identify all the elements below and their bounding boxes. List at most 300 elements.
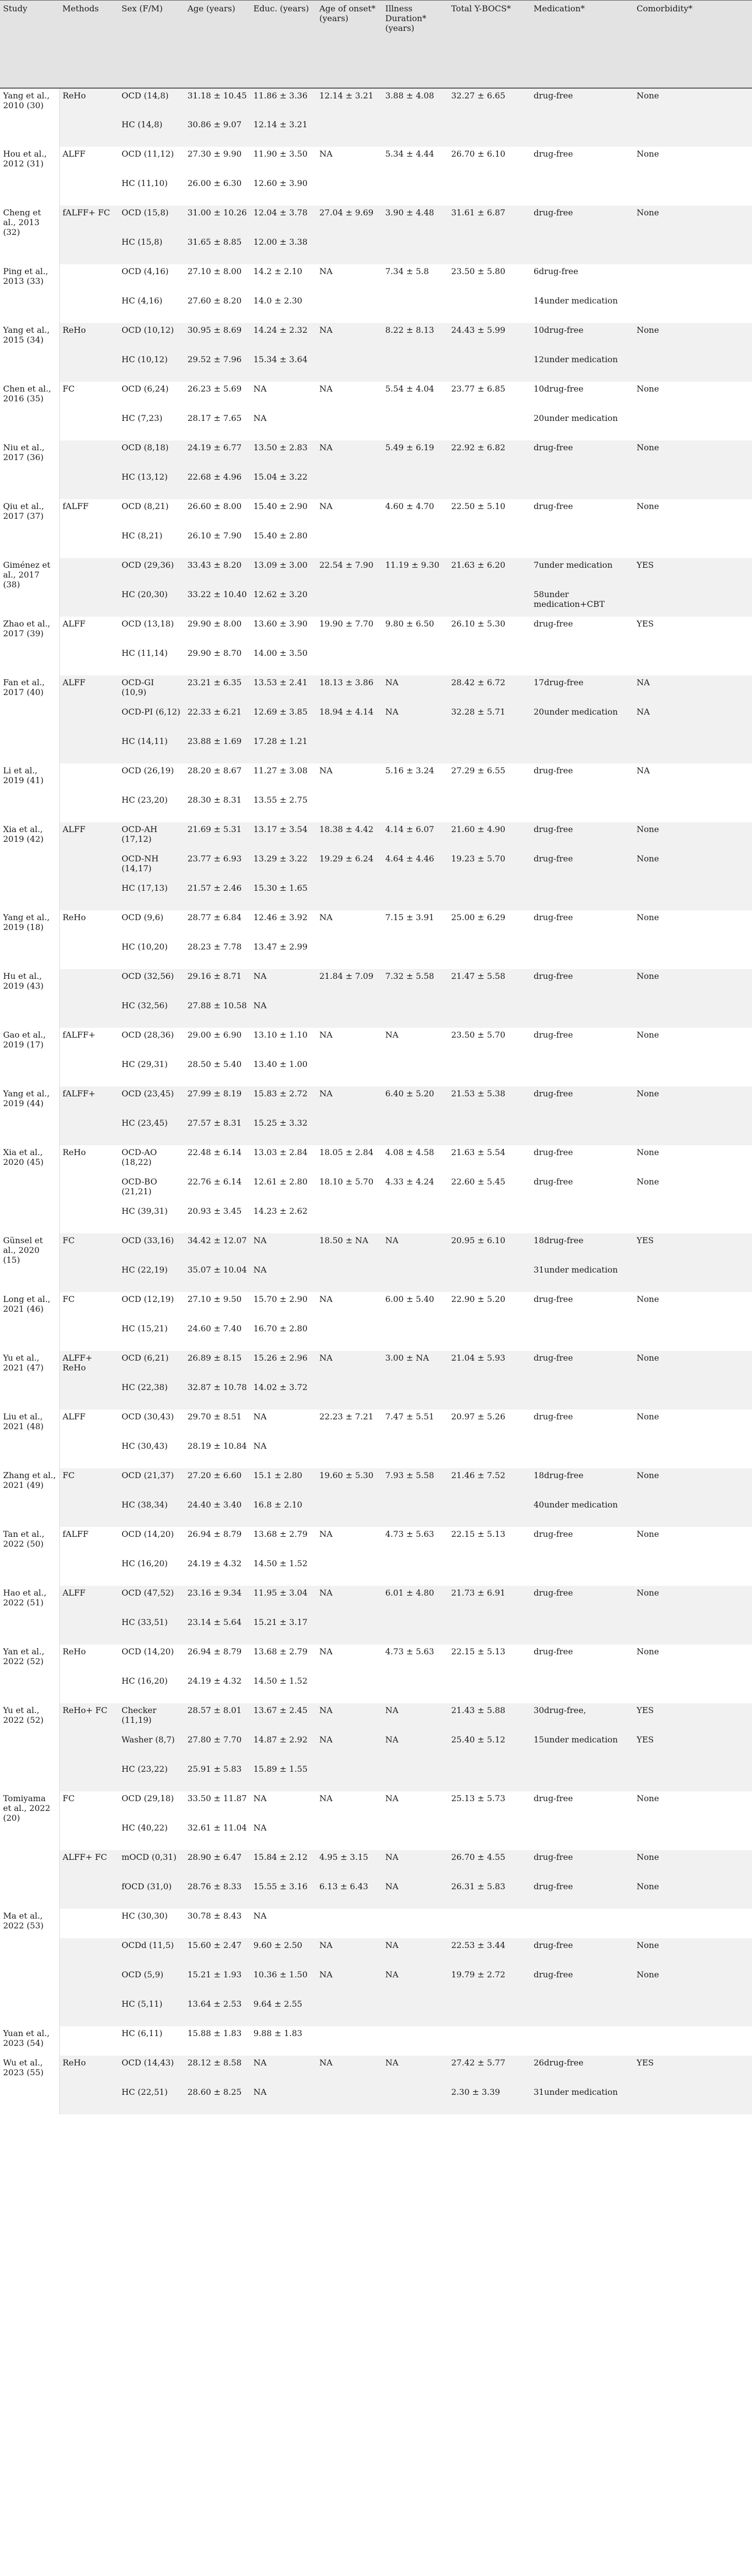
study-cell: Cheng et al., 2013 (32) (0, 206, 59, 264)
educ-cell: 13.53 ± 2.41 (250, 675, 316, 705)
sex-cell: OCD-PI (6,12) (118, 705, 184, 734)
ybocs-cell (448, 881, 531, 910)
table-row (0, 499, 752, 529)
table-row (0, 1292, 752, 1321)
med-cell (531, 1674, 634, 1703)
com-cell: YES (634, 617, 752, 646)
study-cell: Hu et al., 2019 (43) (0, 969, 59, 1028)
com-cell (634, 1116, 752, 1145)
com-cell (634, 294, 752, 323)
age-cell: 28.12 ± 8.58 (184, 2056, 250, 2085)
study-cell: Yuan et al., 2023 (54) (0, 2026, 59, 2056)
com-cell: None (634, 1292, 752, 1321)
dur-cell: 3.90 ± 4.48 (382, 206, 448, 235)
table-row (0, 1410, 752, 1439)
age-cell: 15.60 ± 2.47 (184, 1938, 250, 1968)
dur-cell (382, 998, 448, 1028)
med-cell (531, 1321, 634, 1351)
sex-cell: OCD (5,9) (118, 1968, 184, 1997)
dur-cell: NA (382, 2056, 448, 2085)
age-cell: 28.20 ± 8.67 (184, 764, 250, 793)
ybocs-cell (448, 734, 531, 764)
column-header: Illness Duration* (years) (382, 1, 448, 88)
table-row (0, 264, 752, 294)
sex-cell: Washer (8,7) (118, 1733, 184, 1762)
ybocs-cell (448, 1674, 531, 1703)
dur-cell (382, 881, 448, 910)
com-cell (634, 1263, 752, 1292)
med-cell: drug-free (531, 440, 634, 470)
dur-cell: 7.15 ± 3.91 (382, 910, 448, 940)
com-cell: None (634, 147, 752, 176)
educ-cell: 11.86 ± 3.36 (250, 88, 316, 117)
table-row (0, 1586, 752, 1615)
sex-cell: HC (20,30) (118, 587, 184, 617)
com-cell (634, 411, 752, 440)
sex-cell: OCD (13,18) (118, 617, 184, 646)
dur-cell: 6.40 ± 5.20 (382, 1087, 448, 1116)
onset-cell (316, 734, 382, 764)
age-cell: 34.42 ± 12.07 (184, 1233, 250, 1263)
dur-cell: NA (382, 1968, 448, 1997)
educ-cell: 15.21 ± 3.17 (250, 1615, 316, 1645)
med-cell (531, 734, 634, 764)
ybocs-cell: 27.42 ± 5.77 (448, 2056, 531, 2085)
ybocs-cell (448, 176, 531, 206)
educ-cell: 13.67 ± 2.45 (250, 1703, 316, 1733)
educ-cell: NA (250, 2056, 316, 2085)
educ-cell: 13.47 ± 2.99 (250, 940, 316, 969)
com-cell (634, 1762, 752, 1791)
com-cell (634, 793, 752, 822)
dur-cell: 4.33 ± 4.24 (382, 1175, 448, 1204)
sex-cell: OCD-BO (21,21) (118, 1175, 184, 1204)
study-cell: Long et al., 2021 (46) (0, 1292, 59, 1351)
onset-cell (316, 940, 382, 969)
dur-cell (382, 646, 448, 675)
med-cell (531, 940, 634, 969)
onset-cell: NA (316, 1703, 382, 1733)
dur-cell: 4.14 ± 6.07 (382, 822, 448, 852)
com-cell: None (634, 822, 752, 852)
med-cell: drug-free (531, 1938, 634, 1968)
sex-cell: OCD (14,43) (118, 2056, 184, 2085)
onset-cell (316, 1204, 382, 1233)
educ-cell: 11.27 ± 3.08 (250, 764, 316, 793)
med-cell: 40under medication (531, 1498, 634, 1527)
sex-cell: OCD (14,20) (118, 1527, 184, 1556)
sex-cell: HC (17,13) (118, 881, 184, 910)
med-cell: 12under medication (531, 352, 634, 382)
age-cell: 24.19 ± 4.32 (184, 1674, 250, 1703)
sex-cell: OCD (10,12) (118, 323, 184, 352)
educ-cell: 12.61 ± 2.80 (250, 1175, 316, 1204)
study-cell: Tomiyama et al., 2022 (20) (0, 1791, 59, 1850)
dur-cell: NA (382, 1850, 448, 1879)
age-cell: 22.76 ± 6.14 (184, 1175, 250, 1204)
med-cell: drug-free (531, 1351, 634, 1380)
ybocs-cell (448, 1909, 531, 1938)
onset-cell: 18.50 ± NA (316, 1233, 382, 1263)
age-cell: 32.87 ± 10.78 (184, 1380, 250, 1410)
educ-cell: NA (250, 1439, 316, 1468)
ybocs-cell (448, 1380, 531, 1410)
dur-cell (382, 1762, 448, 1791)
age-cell: 29.52 ± 7.96 (184, 352, 250, 382)
educ-cell: NA (250, 411, 316, 440)
dur-cell (382, 352, 448, 382)
study-cell: Zhang et al., 2021 (49) (0, 1468, 59, 1527)
age-cell: 21.57 ± 2.46 (184, 881, 250, 910)
age-cell: 26.94 ± 8.79 (184, 1645, 250, 1674)
med-cell: 58under medication+CBT (531, 587, 634, 617)
com-cell (634, 117, 752, 147)
age-cell: 26.94 ± 8.79 (184, 1527, 250, 1556)
dur-cell (382, 1057, 448, 1087)
onset-cell: NA (316, 1733, 382, 1762)
column-header: Age of onset* (years) (316, 1, 382, 88)
sex-cell: OCD (28,36) (118, 1028, 184, 1057)
table-row (0, 1087, 752, 1116)
educ-cell: NA (250, 1233, 316, 1263)
column-header: Total Y-BOCS* (448, 1, 531, 88)
ybocs-cell (448, 352, 531, 382)
study-cell: Yang et al., 2015 (34) (0, 323, 59, 382)
com-cell: None (634, 969, 752, 998)
onset-cell (316, 176, 382, 206)
onset-cell (316, 998, 382, 1028)
onset-cell: NA (316, 1028, 382, 1057)
sex-cell: OCD (9,6) (118, 910, 184, 940)
com-cell: None (634, 1468, 752, 1498)
onset-cell: 27.04 ± 9.69 (316, 206, 382, 235)
com-cell: NA (634, 764, 752, 793)
onset-cell (316, 117, 382, 147)
table-row (0, 1028, 752, 1057)
med-cell (531, 235, 634, 264)
dur-cell: 5.16 ± 3.24 (382, 764, 448, 793)
com-cell: None (634, 1645, 752, 1674)
med-cell: 10drug-free (531, 382, 634, 411)
dur-cell: 9.80 ± 6.50 (382, 617, 448, 646)
age-cell: 28.57 ± 8.01 (184, 1703, 250, 1733)
com-cell (634, 1615, 752, 1645)
age-cell: 29.00 ± 6.90 (184, 1028, 250, 1057)
sex-cell: HC (10,12) (118, 352, 184, 382)
ybocs-cell: 22.60 ± 5.45 (448, 1175, 531, 1204)
dur-cell (382, 1615, 448, 1645)
age-cell: 15.88 ± 1.83 (184, 2026, 250, 2056)
educ-cell: 16.70 ± 2.80 (250, 1321, 316, 1351)
med-cell: drug-free (531, 1410, 634, 1439)
dur-cell (382, 529, 448, 558)
method-cell: fALFF+ (59, 1028, 118, 1087)
study-cell: Yu et al., 2021 (47) (0, 1351, 59, 1410)
com-cell: None (634, 1938, 752, 1968)
sex-cell: HC (23,22) (118, 1762, 184, 1791)
table-row (0, 2056, 752, 2085)
method-cell (59, 1909, 118, 1938)
med-cell (531, 998, 634, 1028)
educ-cell: 12.60 ± 3.90 (250, 176, 316, 206)
com-cell: YES (634, 1233, 752, 1263)
onset-cell (316, 1439, 382, 1468)
med-cell: 18drug-free (531, 1468, 634, 1498)
ybocs-cell: 21.53 ± 5.38 (448, 1087, 531, 1116)
method-cell (59, 558, 118, 617)
onset-cell: 18.13 ± 3.86 (316, 675, 382, 705)
med-cell: drug-free (531, 1791, 634, 1821)
age-cell: 27.88 ± 10.58 (184, 998, 250, 1028)
age-cell: 33.43 ± 8.20 (184, 558, 250, 587)
dur-cell (382, 1674, 448, 1703)
ybocs-cell (448, 117, 531, 147)
sex-cell: HC (22,38) (118, 1380, 184, 1410)
method-cell: ALFF (59, 675, 118, 764)
sex-cell: HC (11,14) (118, 646, 184, 675)
ybocs-cell (448, 587, 531, 617)
educ-cell: 9.60 ± 2.50 (250, 1938, 316, 1968)
educ-cell: 13.29 ± 3.22 (250, 852, 316, 881)
ybocs-cell: 26.10 ± 5.30 (448, 617, 531, 646)
table-row (0, 2026, 752, 2056)
educ-cell: 16.8 ± 2.10 (250, 1498, 316, 1527)
educ-cell: 15.26 ± 2.96 (250, 1351, 316, 1380)
med-cell: drug-free (531, 1645, 634, 1674)
onset-cell (316, 529, 382, 558)
educ-cell: NA (250, 1821, 316, 1850)
method-cell: fALFF+ FC (59, 206, 118, 264)
com-cell: None (634, 440, 752, 470)
sex-cell: OCD-GI (10,9) (118, 675, 184, 705)
sex-cell: OCD-AO (18,22) (118, 1145, 184, 1175)
method-cell: ReHo (59, 1645, 118, 1703)
sex-cell: HC (33,51) (118, 1615, 184, 1645)
med-cell: drug-free (531, 1586, 634, 1615)
age-cell: 26.89 ± 8.15 (184, 1351, 250, 1380)
age-cell: 27.99 ± 8.19 (184, 1087, 250, 1116)
com-cell (634, 529, 752, 558)
com-cell: None (634, 1410, 752, 1439)
study-cell: Wu et al., 2023 (55) (0, 2056, 59, 2114)
sex-cell: HC (32,56) (118, 998, 184, 1028)
com-cell: YES (634, 2056, 752, 2085)
age-cell: 24.40 ± 3.40 (184, 1498, 250, 1527)
method-cell: ReHo (59, 910, 118, 969)
onset-cell: 18.10 ± 5.70 (316, 1175, 382, 1204)
dur-cell: NA (382, 1703, 448, 1733)
study-cell: Giménez et al., 2017 (38) (0, 558, 59, 617)
com-cell (634, 1498, 752, 1527)
med-cell: 7under medication (531, 558, 634, 587)
com-cell (634, 1204, 752, 1233)
med-cell (531, 529, 634, 558)
sex-cell: Checker (11,19) (118, 1703, 184, 1733)
method-cell: ALFF (59, 1410, 118, 1468)
ybocs-cell: 25.00 ± 6.29 (448, 910, 531, 940)
dur-cell (382, 1498, 448, 1527)
age-cell: 26.10 ± 7.90 (184, 529, 250, 558)
onset-cell (316, 470, 382, 499)
med-cell: drug-free (531, 617, 634, 646)
ybocs-cell: 23.77 ± 6.85 (448, 382, 531, 411)
ybocs-cell (448, 235, 531, 264)
sex-cell: HC (23,20) (118, 793, 184, 822)
ybocs-cell (448, 1263, 531, 1292)
dur-cell: 11.19 ± 9.30 (382, 558, 448, 587)
com-cell (634, 940, 752, 969)
age-cell: 22.33 ± 6.21 (184, 705, 250, 734)
age-cell: 23.16 ± 9.34 (184, 1586, 250, 1615)
onset-cell: NA (316, 147, 382, 176)
ybocs-cell: 32.28 ± 5.71 (448, 705, 531, 734)
com-cell: None (634, 910, 752, 940)
sex-cell: HC (39,31) (118, 1204, 184, 1233)
age-cell: 22.68 ± 4.96 (184, 470, 250, 499)
dur-cell (382, 2026, 448, 2056)
med-cell: drug-free (531, 1527, 634, 1556)
sex-cell: OCD (4,16) (118, 264, 184, 294)
onset-cell (316, 1997, 382, 2026)
sex-cell: HC (10,20) (118, 940, 184, 969)
column-header: Educ. (years) (250, 1, 316, 88)
dur-cell (382, 587, 448, 617)
educ-cell: 17.28 ± 1.21 (250, 734, 316, 764)
onset-cell: NA (316, 323, 382, 352)
med-cell (531, 470, 634, 499)
com-cell: None (634, 1850, 752, 1879)
onset-cell: NA (316, 1527, 382, 1556)
column-header: Age (years) (184, 1, 250, 88)
med-cell: drug-free (531, 764, 634, 793)
age-cell: 29.90 ± 8.70 (184, 646, 250, 675)
sex-cell: OCD (15,8) (118, 206, 184, 235)
study-cell (0, 1938, 59, 2026)
study-cell (0, 1850, 59, 1909)
sex-cell: OCD (8,21) (118, 499, 184, 529)
med-cell: drug-free (531, 147, 634, 176)
study-cell: Yang et al., 2019 (18) (0, 910, 59, 969)
com-cell: None (634, 88, 752, 117)
ybocs-cell: 26.31 ± 5.83 (448, 1879, 531, 1909)
onset-cell: 21.84 ± 7.09 (316, 969, 382, 998)
table-row (0, 617, 752, 646)
onset-cell: 19.90 ± 7.70 (316, 617, 382, 646)
table-row (0, 206, 752, 235)
method-cell (59, 2026, 118, 2056)
dur-cell: 4.60 ± 4.70 (382, 499, 448, 529)
ybocs-cell: 20.97 ± 5.26 (448, 1410, 531, 1439)
sex-cell: HC (38,34) (118, 1498, 184, 1527)
com-cell (634, 881, 752, 910)
method-cell (59, 969, 118, 1028)
study-cell: Yang et al., 2019 (44) (0, 1087, 59, 1145)
onset-cell: 19.60 ± 5.30 (316, 1468, 382, 1498)
med-cell: 30drug-free, (531, 1703, 634, 1733)
sex-cell: OCD (6,21) (118, 1351, 184, 1380)
med-cell (531, 793, 634, 822)
table-row (0, 440, 752, 470)
med-cell: drug-free (531, 1175, 634, 1204)
onset-cell (316, 1909, 382, 1938)
educ-cell: 14.0 ± 2.30 (250, 294, 316, 323)
ybocs-cell (448, 1762, 531, 1791)
study-cell: Liu et al., 2021 (48) (0, 1410, 59, 1468)
age-cell: 28.60 ± 8.25 (184, 2085, 250, 2114)
educ-cell: 13.68 ± 2.79 (250, 1527, 316, 1556)
ybocs-cell: 21.63 ± 5.54 (448, 1145, 531, 1175)
study-cell: Hao et al., 2022 (51) (0, 1586, 59, 1645)
sex-cell: OCD (26,19) (118, 764, 184, 793)
sex-cell: OCD (21,37) (118, 1468, 184, 1498)
med-cell: drug-free (531, 1145, 634, 1175)
com-cell (634, 264, 752, 294)
age-cell: 27.57 ± 8.31 (184, 1116, 250, 1145)
com-cell: None (634, 206, 752, 235)
study-cell: Hou et al., 2012 (31) (0, 147, 59, 206)
table-row (0, 1850, 752, 1879)
column-header: Methods (59, 1, 118, 88)
med-cell: 20under medication (531, 705, 634, 734)
onset-cell: NA (316, 1938, 382, 1968)
sex-cell: OCD (14,20) (118, 1645, 184, 1674)
ybocs-cell: 22.50 ± 5.10 (448, 499, 531, 529)
com-cell (634, 998, 752, 1028)
age-cell: 15.21 ± 1.93 (184, 1968, 250, 1997)
ybocs-cell: 21.04 ± 5.93 (448, 1351, 531, 1380)
onset-cell: NA (316, 1351, 382, 1380)
ybocs-cell (448, 1821, 531, 1850)
onset-cell: NA (316, 382, 382, 411)
method-cell: fALFF+ (59, 1087, 118, 1145)
ybocs-cell: 22.92 ± 6.82 (448, 440, 531, 470)
sex-cell: HC (22,19) (118, 1263, 184, 1292)
sex-cell: OCDd (11,5) (118, 1938, 184, 1968)
com-cell (634, 1556, 752, 1586)
sex-cell: OCD (29,36) (118, 558, 184, 587)
age-cell: 28.19 ± 10.84 (184, 1439, 250, 1468)
educ-cell: NA (250, 998, 316, 1028)
educ-cell: 15.25 ± 3.32 (250, 1116, 316, 1145)
com-cell: None (634, 1586, 752, 1615)
table-row (0, 1145, 752, 1175)
educ-cell: NA (250, 1410, 316, 1439)
med-cell: drug-free (531, 1087, 634, 1116)
method-cell: ALFF+ ReHo (59, 1351, 118, 1410)
table-row (0, 147, 752, 176)
com-cell: None (634, 852, 752, 881)
educ-cell: 14.50 ± 1.52 (250, 1674, 316, 1703)
dur-cell (382, 940, 448, 969)
age-cell: 31.00 ± 10.26 (184, 206, 250, 235)
ybocs-cell (448, 1321, 531, 1351)
onset-cell (316, 1821, 382, 1850)
age-cell: 28.30 ± 8.31 (184, 793, 250, 822)
age-cell: 27.80 ± 7.70 (184, 1733, 250, 1762)
sex-cell: OCD (11,12) (118, 147, 184, 176)
dur-cell: 4.64 ± 4.46 (382, 852, 448, 881)
method-cell: ALFF (59, 1586, 118, 1645)
onset-cell (316, 587, 382, 617)
ybocs-cell: 21.63 ± 6.20 (448, 558, 531, 587)
med-cell: 20under medication (531, 411, 634, 440)
educ-cell: 15.04 ± 3.22 (250, 470, 316, 499)
ybocs-cell (448, 793, 531, 822)
ybocs-cell: 26.70 ± 6.10 (448, 147, 531, 176)
age-cell: 23.77 ± 6.93 (184, 852, 250, 881)
educ-cell: NA (250, 1791, 316, 1821)
educ-cell: NA (250, 1909, 316, 1938)
